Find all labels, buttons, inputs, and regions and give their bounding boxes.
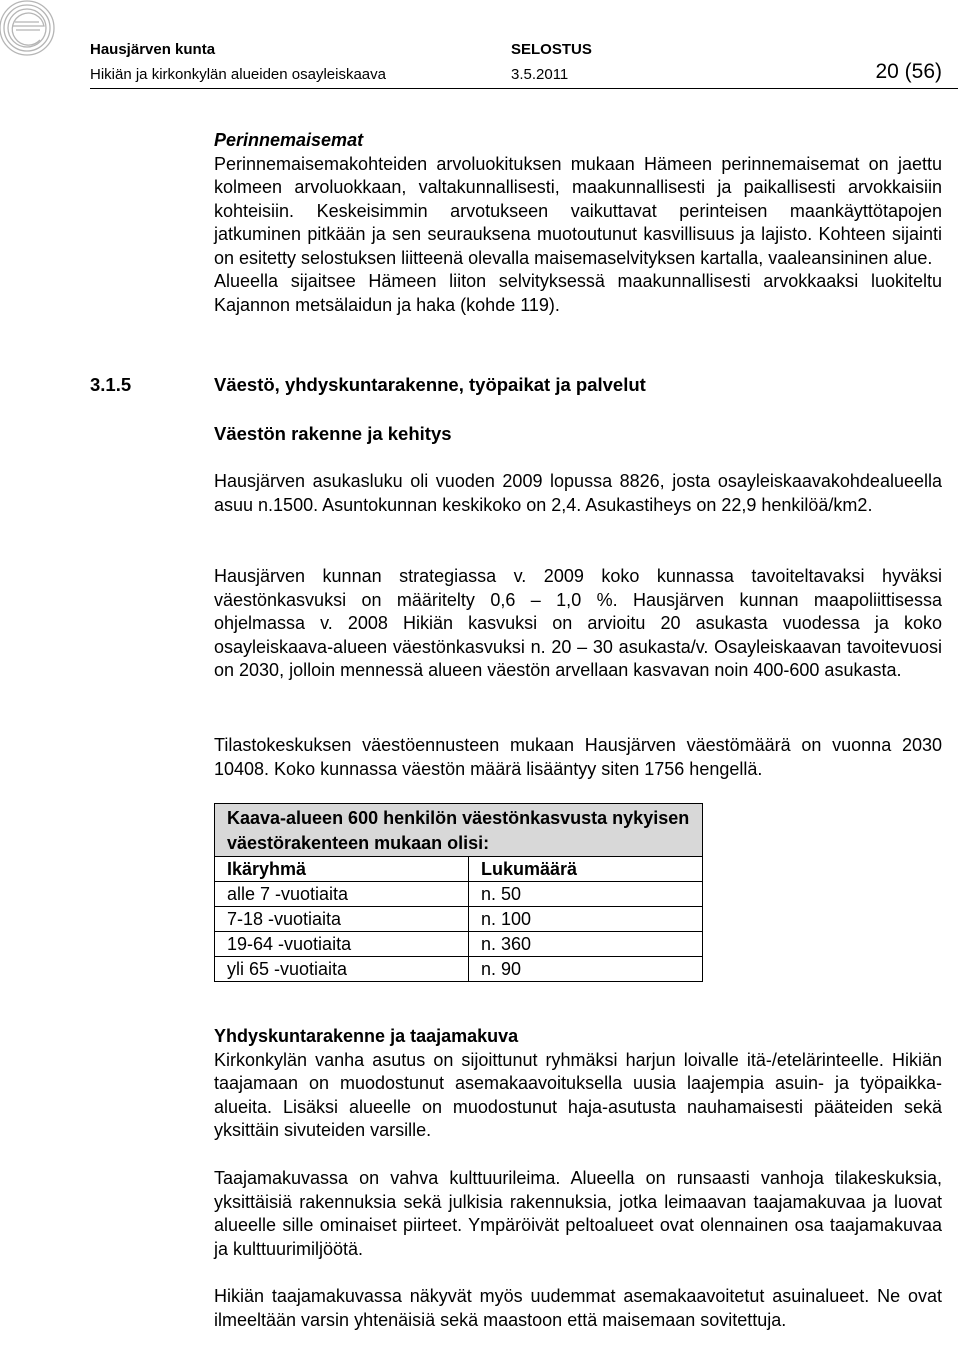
table-cell: 19-64 -vuotiaita [215,932,469,957]
vaesto-paragraph-3: Tilastokeskuksen väestöennusteen mukaan Hausjärven väestömäärä on vuonna 2030 10408. Koko kunnassa väestön määrä lisääntyy siten 1756 hengellä. [214,735,942,779]
table-cell: n. 360 [469,932,703,957]
document-type: SELOSTUS [511,41,592,58]
perinnemaisemat-paragraph-2: Alueella sijaitsee Hämeen liiton selvityksessä maakunnallisesti arvokkaaksi luokiteltu Kajannon metsälaidun ja haka (kohde 119). [214,271,942,315]
yhdyskunta-heading: Yhdyskuntarakenne ja taajamakuva [214,1026,519,1046]
table-row [215,907,703,932]
table-row [215,957,703,982]
header-divider [90,88,958,89]
plan-title: Hikiän ja kirkonkylän alueiden osayleiskaava [90,66,386,83]
yhdyskunta-paragraph-1: Kirkonkylän vanha asutus on sijoittunut ryhmäksi harjun loivalle itä-/etelärinteelle. Hikiän taajamaan on muodostunut asemakaavoituksella uusia laajempia asuin- ja työpaikka-alueita. Lisäksi alueelle on muodostunut haja-asutusta nauhamaisesti pääteiden sekä yksittäin sivuteiden varsille. [214,1049,942,1140]
page-number: 20 (56) [875,60,942,83]
perinnemaisemat-paragraph: Perinnemaisemakohteiden arvoluokituksen mukaan Hämeen perinnemaisemat on jaettu kolmeen arvoluokkaan, valtakunnallisesti, maakunnallisesti ja paikallisesti arvokkaisiin kohteisiin. Keskeisimmin arvotukseen vaikuttavat perinteisen maankäyttötapojen jatkuminen pitkään ja sen seurauksena muotoutunut kasvillisuus ja lajisto. Kohteen sijainti on esitetty selostuksen liitteenä olevalla maisemaselvityksen kartalla, vaaleansininen alue. [214,153,942,268]
organization-name: Hausjärven kunta [90,41,216,58]
table-header-row [215,857,703,882]
perinnemaisemat-section [214,129,942,317]
perinnemaisemat-heading: Perinnemaisemat [214,130,364,150]
document-date: 3.5.2011 [511,66,569,83]
section-title: Väestö, yhdyskuntarakenne, työpaikat ja palvelut [214,374,646,395]
table-caption: Kaava-alueen 600 henkilön väestönkasvusta nykyisen väestörakenteen mukaan olisi: [215,804,703,857]
table-cell: 7-18 -vuotiaita [215,907,469,932]
table-header-age-group: Ikäryhmä [215,857,469,882]
table-row [215,882,703,907]
section-number: 3.1.5 [90,374,132,395]
table-cell: n. 50 [469,882,703,907]
table-cell: yli 65 -vuotiaita [215,957,469,982]
table-cell: n. 100 [469,907,703,932]
table-cell: alle 7 -vuotiaita [215,882,469,907]
table-cell: n. 90 [469,957,703,982]
company-logo [0,0,62,62]
vaesto-paragraph-1: Hausjärven asukasluku oli vuoden 2009 lopussa 8826, josta osayleiskaavakohdealueella asuu n.1500. Asuntokunnan keskikoko on 2,4. Asukastiheys on 22,9 henkilöä/km2. [214,471,942,515]
yhdyskunta-paragraph-3: Hikiän taajamakuvassa näkyvät myös uudemmat asemakaavoitetut asuinalueet. Ne ovat ilmeeltään varsin yhtenäisiä sekä maastoon että maisemaan sovitettuja. [214,1286,942,1330]
table-header-count: Lukumäärä [469,857,703,882]
population-growth-table [214,803,703,982]
yhdyskunta-paragraph-2: Taajamakuvassa on vahva kulttuurileima. Alueella on runsaasti vanhoja tilakeskuksia, yksittäisiä rakennuksia sekä julkisia rakennuksia, jotka leimaavan taajamakuvaa ja luovat alueelle sille ominaiset piirteet. Ympäröivät peltoalueet ovat olennainen osa taajamakuvaa ja kulttuurimiljöötä. [214,1168,942,1259]
vaesto-heading: Väestön rakenne ja kehitys [214,423,452,444]
vaesto-paragraph-2: Hausjärven kunnan strategiassa v. 2009 koko kunnassa tavoiteltavaksi hyväksi väestönkasvuksi on määritelty 0,6 – 1,0 %. Hausjärven kunnan maapoliittisessa ohjelmassa v. 2008 Hikiän kasvuksi on arvioitu 20 asukasta vuodessa ja koko osayleiskaava-alueen väestönkasvuksi n. 20 – 30 asukasta/v. Osayleiskaavan tavoitevuosi on 2030, jolloin mennessä alueen väestön arvellaan kasvavan noin 400-600 asukasta. [214,566,942,680]
table-row [215,932,703,957]
